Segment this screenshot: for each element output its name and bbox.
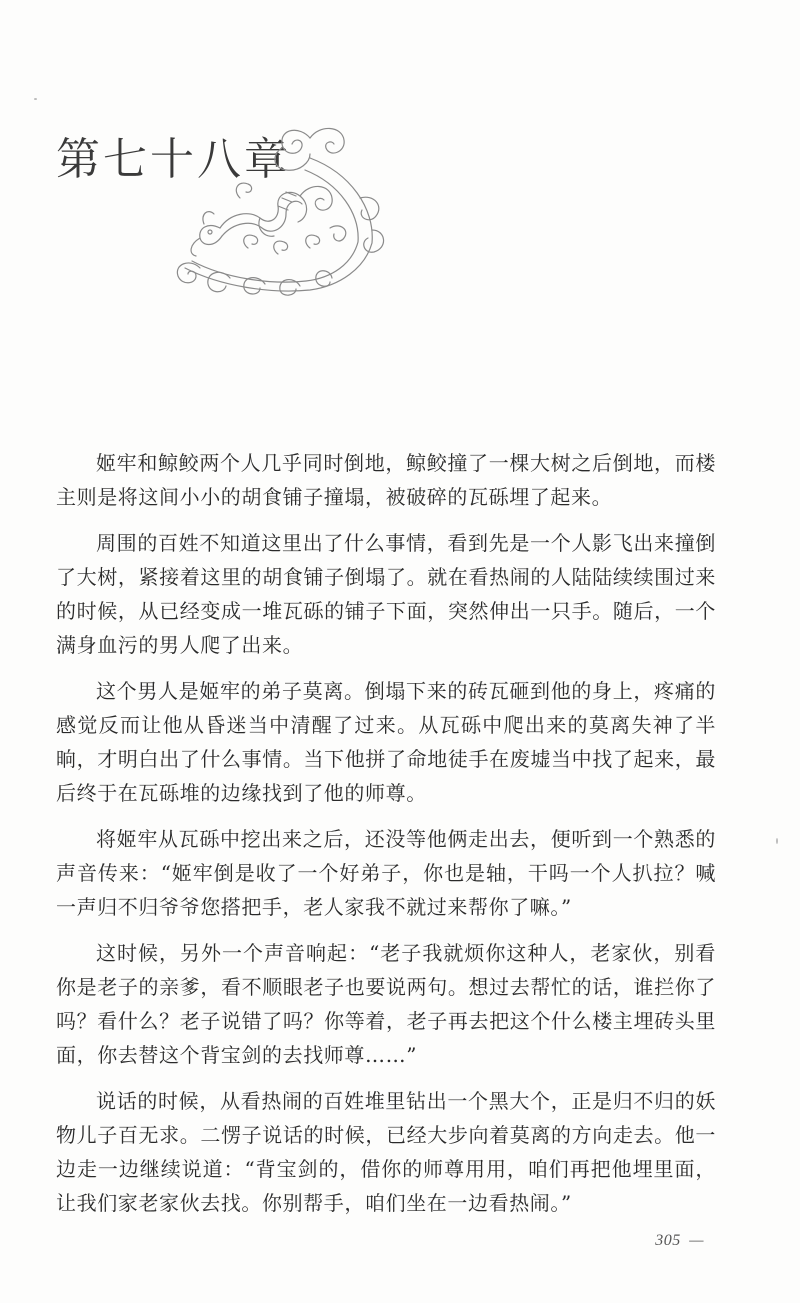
paragraph: 这时候，另外一个声音响起：“老子我就烦你这种人，老家伙，别看你是老子的亲爹，看不顺眼老子也要说两句。想过去帮忙的话，谁拦你了吗？看什么？老子说错了吗？你等着，老子再去把这个什么楼主埋砖头里面，你去替这个背宝剑的去找师尊……” bbox=[56, 941, 716, 1067]
scan-speck bbox=[34, 98, 37, 100]
chapter-body bbox=[56, 446, 716, 1232]
paragraph: 这个男人是姬牢的弟子莫离。倒塌下来的砖瓦砸到他的身上，疼痛的感觉反而让他从昏迷当中清醒了过来。从瓦砾中爬出来的莫离失神了半晌，才明白出了什么事情。当下他拼了命地徒手在废墟当中找了起来，最后终于在瓦砾堆的边缘找到了他的师尊。 bbox=[56, 679, 716, 805]
paragraph: 说话的时候，从看热闹的百姓堆里钻出一个黑大个，正是归不归的妖物儿子百无求。二愣子说话的时候，已经大步向着莫离的方向走去。他一边走一边继续说道：“背宝剑的，借你的师尊用用，咱们再把他埋里面，让我们家老家伙去找。你别帮手，咱们坐在一边看热闹。” bbox=[56, 1089, 716, 1215]
page-number-dash: — bbox=[689, 1232, 704, 1249]
page-number bbox=[655, 1232, 704, 1250]
scan-speck bbox=[776, 838, 778, 844]
page-number-value: 305 bbox=[655, 1232, 681, 1249]
paragraph: 姬牢和鲸鲛两个人几乎同时倒地，鲸鲛撞了一棵大树之后倒地，而楼主则是将这间小小的胡食铺子撞塌，被破碎的瓦砾埋了起来。 bbox=[56, 451, 716, 509]
chapter-title: 第七十八章 bbox=[56, 134, 291, 185]
paragraph: 周围的百姓不知道这里出了什么事情，看到先是一个人影飞出来撞倒了大树，紧接着这里的胡食铺子倒塌了。就在看热闹的人陆陆续续围过来的时候，从已经变成一堆瓦砾的铺子下面，突然伸出一只手。随后，一个满身血污的男人爬了出来。 bbox=[56, 531, 716, 657]
paragraph: 将姬牢从瓦砾中挖出来之后，还没等他俩走出去，便听到一个熟悉的声音传来：“姬牢倒是收了一个好弟子，你也是轴，干吗一个人扒拉？喊一声归不归爷爷您搭把手，老人家我不就过来帮你了嘛。” bbox=[56, 827, 716, 919]
cloud-dragon-ornament-icon bbox=[160, 118, 390, 298]
